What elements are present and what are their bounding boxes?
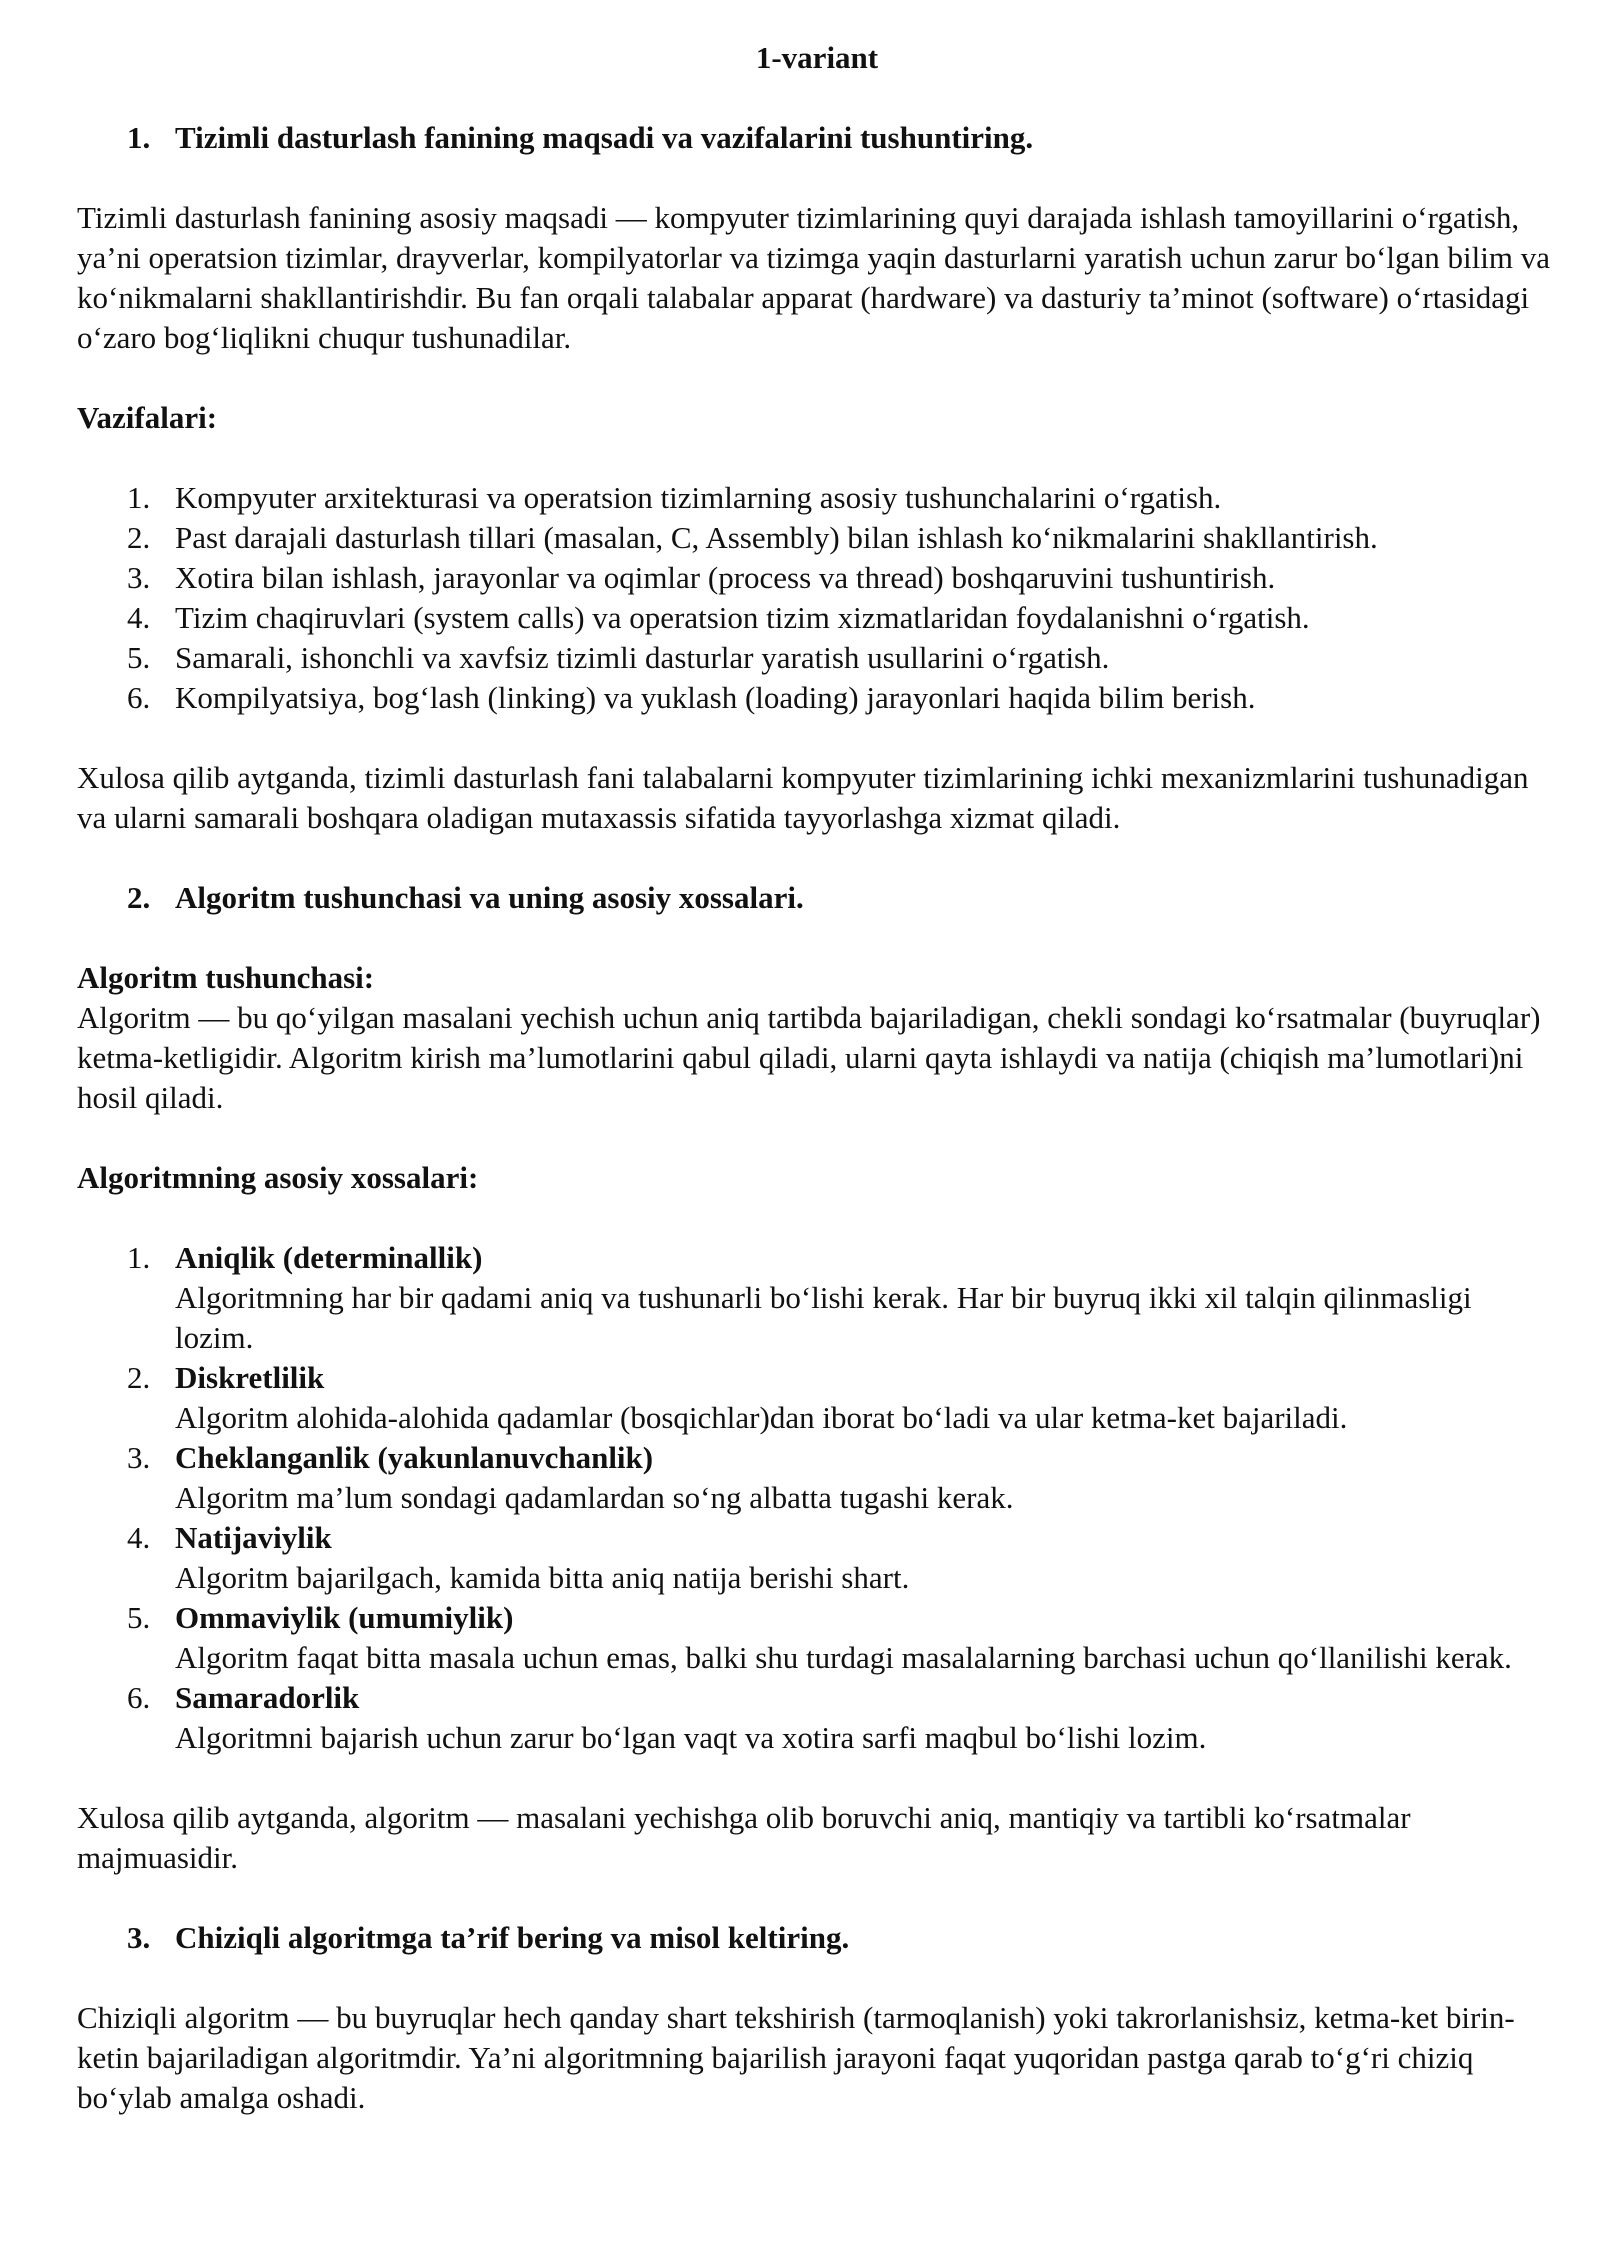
list-item [77, 1358, 1557, 1438]
list-text: Past darajali dasturlash tillari (masalan, C, Assembly) bilan ishlash ko‘nikmalarini shakllantirish. [175, 520, 1378, 555]
list-text: Samarali, ishonchli va xavfsiz tizimli dasturlar yaratish usullarini o‘rgatish. [175, 640, 1110, 675]
question-text: Tizimli dasturlash fanining maqsadi va vazifalarini tushuntiring. [175, 120, 1034, 155]
list-item [77, 1598, 1557, 1678]
list-number: 4. [127, 600, 151, 635]
property-description: Algoritm alohida-alohida qadamlar (bosqichlar)dan iborat bo‘ladi va ular ketma-ket bajariladi. [175, 1400, 1348, 1435]
q2-properties-heading: Algoritmning asosiy xossalari: [77, 1160, 479, 1195]
q2-properties-list [77, 1238, 1557, 1758]
list-item [77, 1518, 1557, 1598]
property-name: Aniqlik (determinallik) [175, 1240, 483, 1275]
list-number: 5. [127, 640, 151, 675]
q3-paragraph: Chiziqli algoritm — bu buyruqlar hech qanday shart tekshirish (tarmoqlanish) yoki takrorlanishsiz, ketma-ket birin-ketin bajariladigan algoritmdir. Ya’ni algoritmning bajarilish jarayoni faqat yuqoridan pastga qarab to‘g‘ri chiziq bo‘ylab amalga oshadi. [77, 2000, 1515, 2115]
list-text: Tizim chaqiruvlari (system calls) va operatsion tizim xizmatlaridan foydalanishni o‘rgatish. [175, 600, 1310, 635]
q1-tasks-heading: Vazifalari: [77, 400, 218, 435]
property-description: Algoritm bajarilgach, kamida bitta aniq natija berishi shart. [175, 1560, 910, 1595]
question-number: 2. [127, 880, 151, 915]
list-text: Xotira bilan ishlash, jarayonlar va oqimlar (process va thread) boshqaruvini tushuntirish. [175, 560, 1276, 595]
property-name: Ommaviylik (umumiylik) [175, 1600, 514, 1635]
property-description: Algoritm faqat bitta masala uchun emas, balki shu turdagi masalalarning barchasi uchun qo‘llanilishi kerak. [175, 1640, 1512, 1675]
q2-concept-heading: Algoritm tushunchasi: [77, 960, 375, 995]
question-3-heading [77, 1918, 1557, 1958]
list-item [77, 1678, 1557, 1758]
list-number: 2. [127, 520, 151, 555]
q1-intro-paragraph: Tizimli dasturlash fanining asosiy maqsadi — kompyuter tizimlarining quyi darajada ishlash tamoyillarini o‘rgatish, ya’ni operatsion tizimlar, drayverlar, kompilyatorlar va tizimga yaqin dasturlarni yaratish uchun zarur bo‘lgan bilim va ko‘nikmalarni shakllantirishdir. Bu fan orqali talabalar apparat (hardware) va dasturiy ta’minot (software) o‘rtasidagi o‘zaro bog‘liqlikni chuqur tushunadilar. [77, 200, 1550, 355]
list-number: 2. [127, 1360, 151, 1395]
document-page [77, 38, 1557, 2158]
property-description: Algoritmning har bir qadami aniq va tushunarli bo‘lishi kerak. Har bir buyruq ikki xil talqin qilinmasligi lozim. [175, 1280, 1472, 1355]
question-1-heading [77, 118, 1557, 158]
q1-conclusion-paragraph: Xulosa qilib aytganda, tizimli dasturlash fani talabalarni kompyuter tizimlarining ichki mexanizmlarini tushunadigan va ularni samarali boshqara oladigan mutaxassis sifatida tayyorlashga xizmat qiladi. [77, 760, 1529, 835]
list-number: 1. [127, 480, 151, 515]
q2-conclusion-paragraph: Xulosa qilib aytganda, algoritm — masalani yechishga olib boruvchi aniq, mantiqiy va tartibli ko‘rsatmalar majmuasidir. [77, 1800, 1411, 1875]
q1-tasks-list [77, 478, 1557, 718]
question-text: Algoritm tushunchasi va uning asosiy xossalari. [175, 880, 804, 915]
question-number: 3. [127, 1920, 151, 1955]
list-number: 6. [127, 1680, 151, 1715]
list-number: 3. [127, 560, 151, 595]
list-item [77, 678, 1557, 718]
list-number: 4. [127, 1520, 151, 1555]
list-number: 5. [127, 1600, 151, 1635]
q2-concept-paragraph: Algoritm — bu qo‘yilgan masalani yechish uchun aniq tartibda bajariladigan, chekli sondagi ko‘rsatmalar (buyruqlar) ketma-ketligidir. Algoritm kirish ma’lumotlarini qabul qiladi, ularni qayta ishlaydi va natija (chiqish ma’lumotlari)ni hosil qiladi. [77, 1000, 1541, 1115]
page-title: 1-variant [755, 40, 879, 75]
list-text: Kompilyatsiya, bog‘lash (linking) va yuklash (loading) jarayonlari haqida bilim berish. [175, 680, 1256, 715]
property-name: Samaradorlik [175, 1680, 360, 1715]
property-description: Algoritm ma’lum sondagi qadamlardan so‘ng albatta tugashi kerak. [175, 1480, 1014, 1515]
list-item [77, 1238, 1557, 1358]
list-number: 6. [127, 680, 151, 715]
question-2-heading [77, 878, 1557, 918]
list-item [77, 1438, 1557, 1518]
list-item [77, 518, 1557, 558]
list-item [77, 558, 1557, 598]
property-name: Cheklanganlik (yakunlanuvchanlik) [175, 1440, 654, 1475]
list-text: Kompyuter arxitekturasi va operatsion tizimlarning asosiy tushunchalarini o‘rgatish. [175, 480, 1222, 515]
list-number: 3. [127, 1440, 151, 1475]
list-item [77, 638, 1557, 678]
property-name: Natijaviylik [175, 1520, 332, 1555]
list-number: 1. [127, 1240, 151, 1275]
question-number: 1. [127, 120, 151, 155]
list-item [77, 598, 1557, 638]
property-description: Algoritmni bajarish uchun zarur bo‘lgan vaqt va xotira sarfi maqbul bo‘lishi lozim. [175, 1720, 1207, 1755]
property-name: Diskretlilik [175, 1360, 325, 1395]
list-item [77, 478, 1557, 518]
question-text: Chiziqli algoritmga ta’rif bering va misol keltiring. [175, 1920, 850, 1955]
